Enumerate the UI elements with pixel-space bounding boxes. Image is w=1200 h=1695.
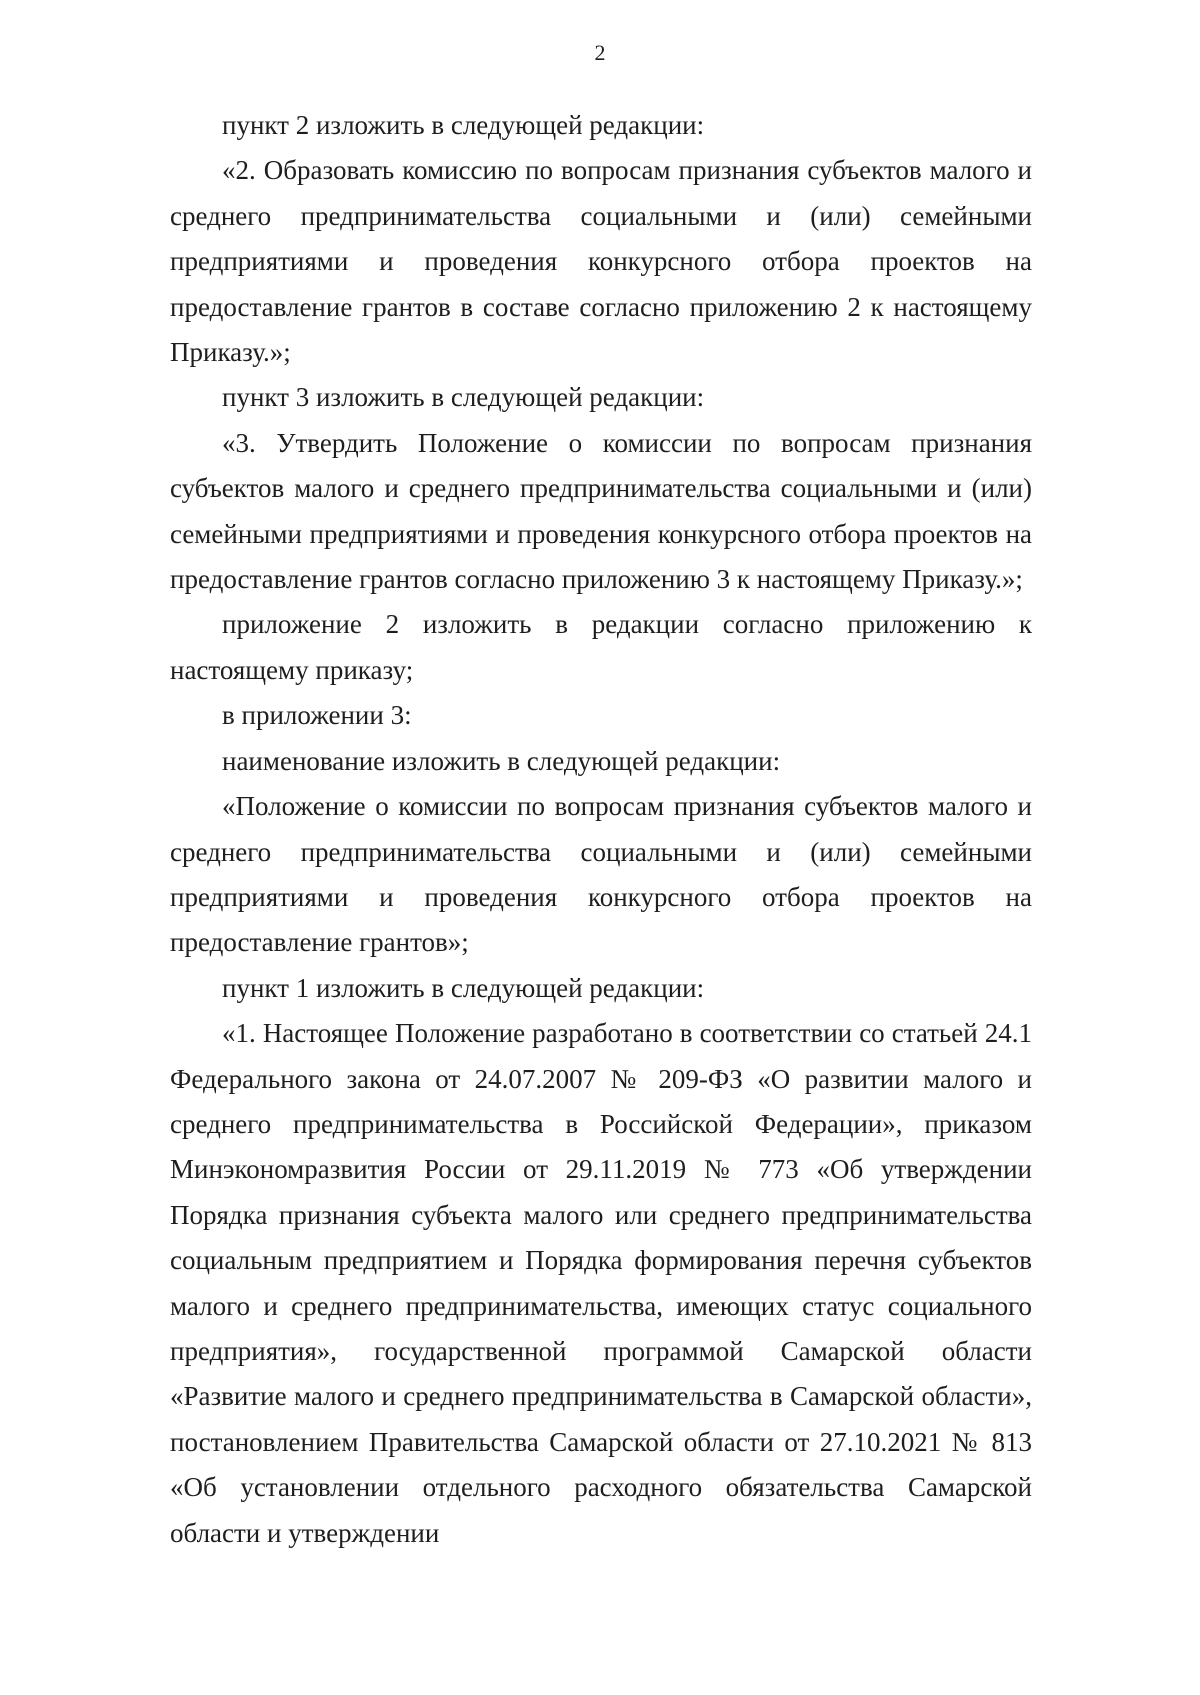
paragraph-in-appendix-3: в приложении 3:	[222, 700, 412, 731]
paragraph-title-amend-intro: наименование изложить в следующей редакции:	[222, 745, 781, 776]
paragraph-appendix-2-amend: приложение 2 изложить в редакции согласно приложению к настоящему приказу;	[170, 609, 1032, 685]
document-body	[170, 103, 1032, 1556]
paragraph-amend-point-2-intro: пункт 2 изложить в следующей редакции:	[222, 110, 705, 140]
paragraph-point-1-text: «1. Настоящее Положение разработано в соответствии со статьей 24.1 Федерального закона от 24.07.2007 № 209-ФЗ «О развитии малого и среднего предпринимательства в Российской Федерации», приказом Минэкономразвития России от 29.11.2019 № 773 «Об утверждении Порядка признания субъекта малого или среднего предпринимательства социальным предприятием и Порядка формирования перечня субъектов малого и среднего предпринимательства, имеющих статус социального предприятия», государственной программой Самарской области «Развитие малого и среднего предпринимательства в Самарской области», постановлением Правительства Самарской области от 27.10.2021 № 813 «Об установлении отдельного расходного обязательства Самарской области и утверждении	[170, 1018, 1032, 1548]
paragraph-point-2-text: «2. Образовать комиссию по вопросам признания субъектов малого и среднего предпринимательства социальными и (или) семейными предприятиями и проведения конкурсного отбора проектов на предоставление грантов в составе согласно приложению 2 к настоящему Приказу.»;	[170, 155, 1032, 368]
page-number: 2	[594, 40, 606, 65]
paragraph-amend-point-1-intro: пункт 1 изложить в следующей редакции:	[222, 972, 705, 1003]
paragraph-new-title-text: «Положение о комиссии по вопросам признания субъектов малого и среднего предпринимательства социальными и (или) семейными предприятиями и проведения конкурсного отбора проектов на предоставление грантов»;	[170, 791, 1032, 958]
paragraph-point-3-text: «3. Утвердить Положение о комиссии по вопросам признания субъектов малого и среднего предпринимательства социальными и (или) семейными предприятиями и проведения конкурсного отбора проектов на предоставление грантов согласно приложению 3 к настоящему Приказу.»;	[170, 427, 1032, 595]
paragraph-amend-point-3-intro: пункт 3 изложить в следующей редакции:	[222, 382, 705, 413]
